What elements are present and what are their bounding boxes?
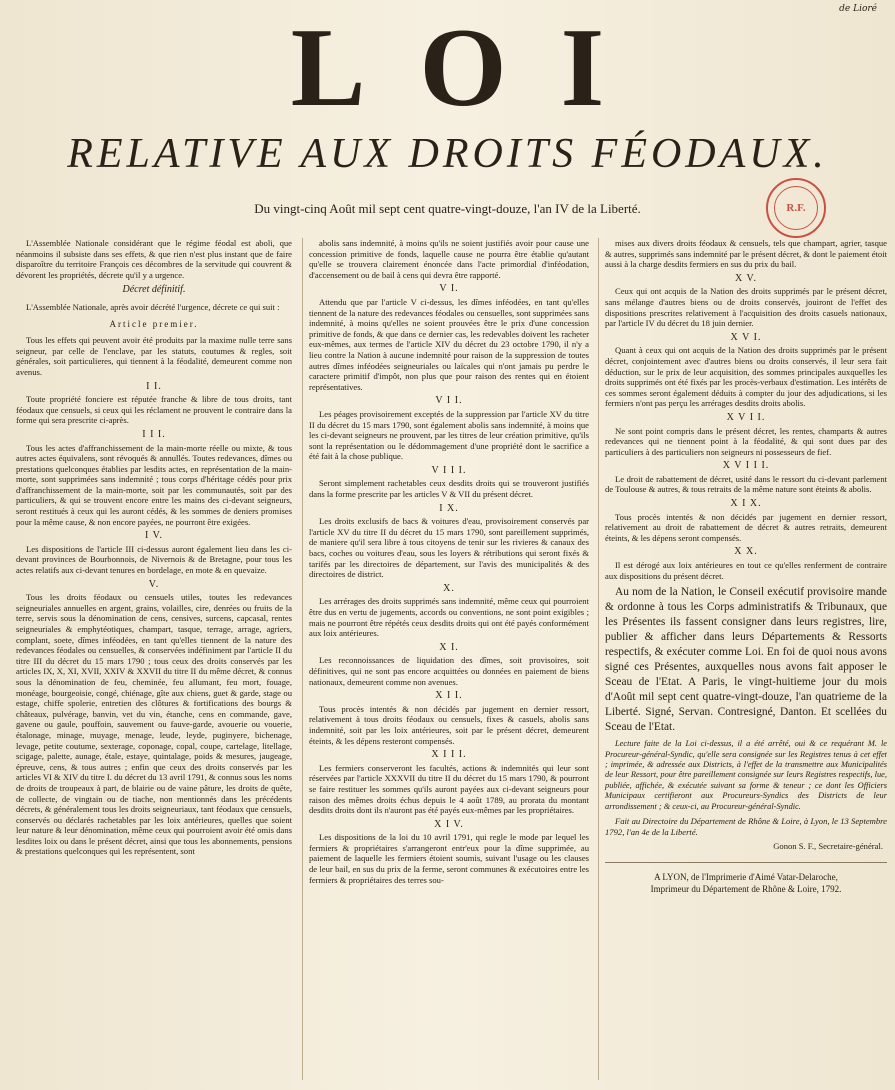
article-10-heading: X. — [443, 582, 455, 594]
article-7-heading: V I I. — [435, 395, 463, 407]
article-19-text: Tous procès intentés & non décidés par jugement en dernier ressort, relativement au droit de rabattement de décret & autres retraits, demeurent éteints, & les dépens seront compensés. — [605, 511, 887, 543]
article-20-heading: X X. — [734, 546, 758, 558]
article-3-heading: I I I. — [142, 428, 166, 440]
fait-au-directoire: Fait au Directoire du Département de Rhône & Loire, à Lyon, le 13 Septembre 1792, l'an 4e de la Liberté. — [605, 816, 887, 837]
article-18-heading: X V I I I. — [722, 460, 770, 472]
article-14-heading: X I V. — [434, 818, 464, 830]
article-6-heading: V I. — [439, 283, 459, 295]
proclamation-text: Au nom de la Nation, le Conseil exécutif provisoire mande & ordonne à tous les Corps administratifs & Tribunaux, que les Présentes ils fassent consigner dans leurs registres, lire, publier & afficher dans leurs Départements & Ressorts respectifs, & exécuter comme Loi. En foi de quoi nous avons signé ces Présentes, auxquelles nous avons fait apposer le Sceau de l'Etat. A Paris, le vingt-huitieme jour du mois d'Août mil sept cent quatre-vingt-douze, l'an quatrieme de la Liberté. Signé, Servan. Contresigné, Danton. Et scellées du Sceau de l'Etat. — [605, 586, 887, 734]
column-1 — [16, 238, 292, 1080]
article-4-text: Les dispositions de l'article III ci-dessus auront également lieu dans les ci-devant provinces de Bourbonnois, de Nivernois & de Bretagne, pour tous les actes relatifs aux ci-devant tenures en bordelage, en mote & en quevaize. — [16, 543, 292, 576]
article-8-text: Seront simplement rachetables ceux desdits droits qui se trouveront justifiés dans la forme prescrite par les articles V & VII du présent décret. — [309, 478, 589, 500]
article-13-heading: X I I I. — [431, 749, 467, 761]
article-17-text: Ne sont point compris dans le présent décret, les rentes, champarts & autres redevances qui ne tiennent point à la féodalité, & qui sont dues par des particuliers à des particuliers non seigneurs ni possesseurs de fief. — [605, 425, 887, 457]
printer-line-2: Imprimeur du Département de Rhône & Loire, 1792. — [650, 883, 842, 894]
printer-line-1: A LYON, de l'Imprimerie d'Aimé Vatar-Delaroche, — [654, 871, 838, 882]
date-line: Du vingt-cinq Août mil sept cent quatre-vingt-douze, l'an IV de la Liberté. — [254, 201, 641, 216]
article-14-continued: mises aux divers droits féodaux & censuels, tels que champart, agrier, tasque & autres, supprimés sans indemnité par le présent décret, & dont le paiement étoit aussi à la charge desdits fermiers en sus du prix du bail. — [605, 238, 887, 270]
article-6-text: Attendu que par l'article V ci-dessus, les dîmes inféodées, en tant qu'elles tiennent de la nature des redevances féodales ou censuelles, sont supprimées sans indemnité, à moins qu'elles ne soient prouvées être le prix d'une concession primitive de fonds, & que dans ce dernier cas, les redevables doivent les racheter eux-mêmes, aux termes de l'article XIV du décret du 23 octobre 1790, il n'y a lieu contre la Nation à aucune indemnité pour raison de la suppression de toutes autres dîmes inféodées seigneuriales ou laïcales qui n'ont jamais pu perdre le caractere primitif d'impôt, non plus que pour raison des rentes qui en étoient représentatives. — [309, 296, 589, 392]
article-9-text: Les droits exclusifs de bacs & voitures d'eau, provisoirement conservés par l'article XV du titre II du décret du 15 mars 1790, sont pareillement supprimés, de maniere qu'il sera libre à tous citoyens de tenir sur les rivieres & canaux des bacs, coches ou voitures d'eau, sous les loyers & rétributions qui seront fixés & tarifés par les directoires de département, sur l'avis des municipalités & des directoires de district. — [309, 516, 589, 580]
article-11-text: Les reconnoissances de liquidation des dîmes, soit provisoires, soit définitives, qui ne sont pas encore acquittées ou données en paiement de biens nationaux, demeurent comme non avenues. — [309, 655, 589, 687]
article-11-heading: X I. — [439, 641, 459, 653]
article-5-continued: abolis sans indemnité, à moins qu'ils ne soient justifiés avoir pour cause une concession primitive de fonds, laquelle cause ne pourra être établie qu'autant qu'elle se trouvera clairement énoncée dans l'acte primordial d'inféodation, d'accensement ou de bail à cens qui devra être rapporté. — [309, 238, 589, 280]
decret-heading: Décret définitif. — [122, 284, 186, 296]
stamp-text: R.F. — [786, 202, 806, 214]
article-20-text: Il est dérogé aux loix antérieures en tout ce qu'elles renferment de contraire aux dispositions du présent décret. — [605, 560, 887, 581]
document-subtitle: RELATIVE AUX DROITS FÉODAUX. — [67, 131, 828, 177]
article-17-heading: X V I I. — [726, 411, 766, 423]
article-14-text: Les dispositions de la loi du 10 avril 1791, qui regle le mode par lequel les fermiers & propriétaires s'arrangeront entr'eux pour la dîme supprimée, au paiement de laquelle les fermiers étoient soumis, suivant l'usage ou les clauses de leur bail, en sus du prix de la ferme, seront communes & exécutoires entre les fermiers & propriétaires des terres sou- — [309, 832, 589, 885]
article-16-text: Quant à ceux qui ont acquis de la Nation des droits supprimés par le présent décret, conjointement avec d'autres biens ou droits conservés, il leur sera fait déduction, sur le prix de leur acquisition, des sommes principales auxquelles les droits supprimés ont été fixés par les procès-verbaux d'estimation. Les intérêts de ces sommes seront également déduits à compter du jour des adjudications, si les fermiers n'ont pas perçu les arrérages desdits droits abolis. — [605, 345, 887, 409]
decree-intro: L'Assemblée Nationale, après avoir décrété l'urgence, décrete ce qui suit : — [26, 301, 280, 312]
article-10-text: Les arrérages des droits supprimés sans indemnité, même ceux qui pourroient être dus en vertu de jugements, accords ou conventions, ne sont point exigibles ; mais ne pourront être répétés ceux desdits droits qui ont été payés conformément aux loix antérieures. — [309, 596, 589, 639]
printer-imprint — [605, 862, 887, 895]
article-16-heading: X V I. — [730, 331, 762, 343]
article-19-heading: X I X. — [730, 498, 762, 510]
article-2-heading: I I. — [146, 380, 162, 392]
library-stamp — [766, 178, 826, 238]
article-1-text: Tous les effets qui peuvent avoir été produits par la maxime nulle terre sans seigneur, par celle de l'enclave, par les statuts, coutumes & regles, soit générales, soit particulieres, qui tiennent à la féodalité, demeurent comme non avenus. — [16, 335, 292, 377]
article-12-text: Tous procès intentés & non décidés par jugement en dernier ressort, relativement à tous droits féodaux ou censuels, fixes & casuels, abolis sans indemnité, soit par les loix antérieures, soit par le présent décret, demeurent éteints, & les dépens resteront compensés. — [309, 703, 589, 746]
article-13-text: Les fermiers conserveront les facultés, actions & indemnités qui leur sont réservées par l'article XXXVII du titre II du décret du 15 mars 1790, & pourront se faire restituer les sommes qu'ils auront payées aux ci-devant seigneurs pour raison des mêmes droits échus depuis le 4 août 1789, au prorata du montant desdits droits dont ils n'auront pas été payés eux-mêmes par les propriétaires. — [309, 762, 589, 816]
article-2-text: Toute propriété fonciere est réputée franche & libre de tous droits, tant féodaux que censuels, si ceux qui les réclament ne prouvent le contraire dans la forme qui sera prescrite ci-après. — [16, 394, 292, 426]
signature-line: Gonon S. F., Secretaire-général. — [773, 841, 883, 852]
preamble: L'Assemblée Nationale considérant que le régime féodal est aboli, que néanmoins il subsiste dans ses effets, & que rien n'est plus instant que de faire disparoître du territoire François ces décombres de la servitude qui couvrent & dévorent les propriétés, décrete qu'il y a urgence. — [16, 238, 292, 280]
corner-handwritten-note: de Lioré — [839, 4, 877, 14]
article-7-text: Les péages provisoirement exceptés de la suppression par l'article XV du titre II du décret du 15 mars 1790, sont également abolis sans indemnité, à moins que les ci-devant seigneurs ne prouvent, par les titres de leur création primitive, qu'ils sont la représentation ou le dédommagement d'une propriété dont le sacrifice a été fait à la chose publique. — [309, 408, 589, 462]
article-5-text: Tous les droits féodaux ou censuels utiles, toutes les redevances seigneuriales annuelles en argent, grains, volailles, cire, denrées ou fruits de la terre, servis sous la dénomination de cens, censives, surcens, capcasal, rentes seigneuriales & emphytéotiques, champart, tasque, terrage, arrage, agriers, complant, soete, dîmes inféodées, en tant qu'elles tiennent de la nature des redevances féodales ou censuelles, & conservées indéfiniment par l'article II du titre III du décret du 15 mars 1790 ; tous ceux des droits conservés par les articles IX, X, XI, XVII, XXIV & XXVII du titre II du même décret, & connus sous la dénomination de feu, cheminée, feu allumant, feu mort, fouage, monéage, bourgeoisie, congé, chiénage, gîte aux chiens, guet & garde, stage ou estage, chiffe spolerie, entretien des clôtures & fortifications des bourgs & châteaux, pulvérage, banvin, vet du vin, étanche, cens en commande, gave, gavene ou gaule, pouffoin, sauvement ou fauve-garde, avouerie ou vouerie, étalonage, minage, muyage, menage, leude, leyde, puginyere, bichenage, levage, petite coutume, sexterage, coponage, copal, coupe, cartelage, litellage, scigage, palette, aunage, étale, estaye, quintalage, poids & mesures, jaugeage, épreuve, cens, & tous autres ; enfin que ceux des droits conservés par les articles VI & XIV du titre I. du décret du 13 avril 1791, & connus sous les noms de droits de troupeaux à part, de blairie ou de vaine pâture, les droits de quête, de collecte, de vingtain ou de tiache, non mentionnés dans les précédents décrets, & généralement tous les droits seigneuriaux, tant féodaux que censuels, conservés ou déclarés rachetables par les loix antérieures, quelles que soient leur nature & leur dénomination, même ceux qui pourroient avoir été omis dans lesdites loix ou dans le présent décret, ainsi que tous les abonnements, pensions & prestations quelconques qui les représentent, sont — [16, 592, 292, 857]
column-2 — [302, 238, 589, 1080]
article-15-text: Ceux qui ont acquis de la Nation des droits supprimés par le présent décret, sans mélange d'autres biens ou de droits conservés, jouiront de l'effet des dispositions prescrites relativement à l'acquisition des droits casuels nationaux, par l'article IV du décret du 18 juin dernier. — [605, 286, 887, 329]
stamp-monogram — [774, 186, 818, 230]
article-12-heading: X I I. — [435, 690, 463, 702]
lecture-note: Lecture faite de la Loi ci-dessus, il a été arrêté, oui & ce requérant M. le Procureur-général-Syndic, qu'elle sera consignée sur les Registres tenus à cet effet ; imprimée, & adressée aux Districts, à l'effet de la transmettre aux Municipalités de leur Ressort, pour être pareillement consignée sur leurs Registres respectifs, lue, publiée, affichée, & exécutée suivant sa forme & teneur ; ce dont les Officiers Municipaux certifieront aux Procureurs-Syndics des Districts de leur arrondissement ; & ceux-ci, au Procureur-général-Syndic. — [605, 739, 887, 811]
article-premier-heading: Article premier. — [109, 318, 199, 329]
article-9-heading: I X. — [439, 502, 459, 514]
text-columns — [16, 238, 887, 1080]
article-4-heading: I V. — [144, 530, 164, 542]
article-3-text: Tous les actes d'affranchissement de la main-morte réelle ou mixte, & tous autres actes équivalens, sont révoqués & annullés. Toutes redevances, dîmes ou prestations quelconques établies par lesdits actes, en représentation de la main-morte, sont supprimées sans indemnité ; tous corps d'héritage cédés pour prix d'affranchissement de la main-morte, soit par les communautés, soit par des particuliers, & qui se trouvent encore entre les mains des ci-devant seigneurs, seront restitués à ceux qui les auront cédés, & les sommes de deniers promises pour la même cause, & non encore payées, ne pourront être exigées. — [16, 442, 292, 527]
column-3 — [598, 238, 887, 1080]
document-title: LOI — [290, 6, 659, 130]
article-5-heading: V. — [148, 578, 160, 590]
article-18-text: Le droit de rabattement de décret, usité dans le ressort du ci-devant parlement de Toulouse & autres, & tous retraits de la même nature sont éteints & abolis. — [605, 473, 887, 495]
article-8-heading: V I I I. — [431, 464, 467, 476]
article-15-heading: X V. — [735, 272, 757, 284]
